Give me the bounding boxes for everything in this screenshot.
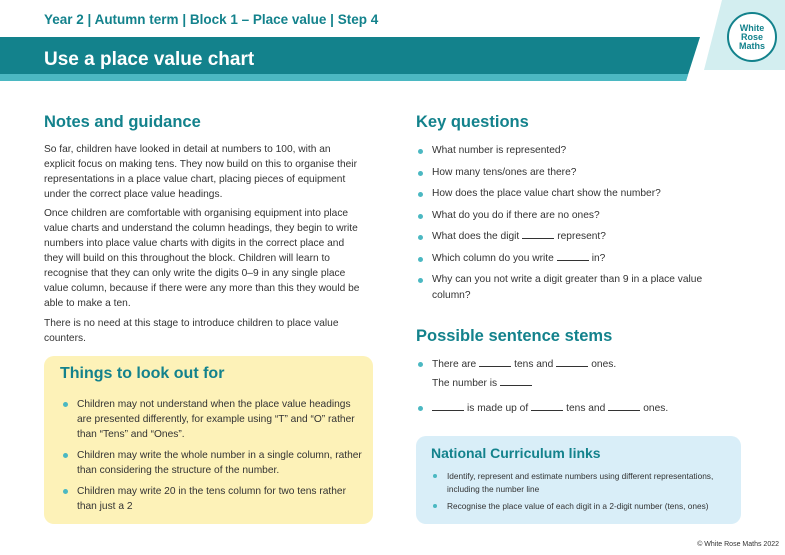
bullet-icon xyxy=(418,278,423,283)
list-item-text: Children may not understand when the place value headings are presented differently, for example using “T” and “O” rather than “Tens” and “Ones”. xyxy=(77,399,355,440)
key-questions-heading: Key questions xyxy=(416,113,529,131)
look-out-box xyxy=(44,356,373,524)
bullet-icon xyxy=(433,504,437,508)
stem-text: is made up of xyxy=(467,403,529,414)
answer-blank xyxy=(479,357,511,367)
logo-line-2: Rose xyxy=(740,31,763,42)
question-text: Which column do you write xyxy=(432,252,554,264)
curriculum-heading: National Curriculum links xyxy=(431,445,601,461)
answer-blank xyxy=(432,401,464,411)
bullet-icon xyxy=(63,402,68,407)
list-item xyxy=(416,251,736,267)
bullet-icon xyxy=(418,171,423,176)
question-text: What do you do if there are no ones? xyxy=(432,209,600,221)
notes-paragraph-2: Once children are comfortable with organising equipment into place value charts and understand the column headings, they begin to write numbers into place value charts with digits in the correct place and they will build on this throughout the block. Children will learn to recognise that they can only write the digits 0–9 in any single place value column, because if there were any more than this they would be able to make a ten. xyxy=(44,208,360,309)
bullet-icon xyxy=(63,489,68,494)
key-questions-list xyxy=(416,143,736,310)
stem-text: The number is xyxy=(432,378,498,389)
notes-paragraph-3: There is no need at this stage to introduce children to place value counters. xyxy=(44,318,339,344)
bullet-icon xyxy=(418,235,423,240)
answer-blank xyxy=(557,251,589,261)
sentence-stem-2 xyxy=(432,401,668,416)
list-item-text: Children may write 20 in the tens column for two tens rather than just a 2 xyxy=(77,486,346,512)
stem-text: tens and xyxy=(514,359,554,370)
look-out-heading: Things to look out for xyxy=(60,365,225,382)
stem-text: tens and xyxy=(566,403,606,414)
copyright: © White Rose Maths 2022 xyxy=(697,541,779,548)
question-text: How many tens/ones are there? xyxy=(432,166,577,178)
sentence-stem-1-line-2 xyxy=(432,376,535,391)
answer-blank xyxy=(556,357,588,367)
bullet-icon xyxy=(418,149,423,154)
answer-blank xyxy=(531,401,563,411)
list-item xyxy=(416,208,736,224)
answer-blank xyxy=(500,376,532,386)
notes-paragraph-1: So far, children have looked in detail at numbers to 100, with an explicit focus on making tens. They now build on this to organise their representations in a place value chart, placing pieces of equipment under the correct place value headings. xyxy=(44,144,357,200)
curriculum-box xyxy=(416,436,741,524)
stem-text: ones. xyxy=(643,403,669,414)
stem-text: There are xyxy=(432,359,477,370)
notes-heading: Notes and guidance xyxy=(44,113,201,131)
bullet-icon xyxy=(418,257,423,262)
stem-text: ones. xyxy=(591,359,617,370)
page-title: Use a place value chart xyxy=(44,49,255,70)
question-text: How does the place value chart show the number? xyxy=(432,188,661,199)
list-item xyxy=(60,484,365,514)
list-item-text: Identify, represent and estimate numbers using different representations, including the number line xyxy=(447,471,714,494)
question-text: in? xyxy=(591,252,606,264)
list-item-text: Children may write the whole number in a single column, rather than considering the structure of the number. xyxy=(77,450,362,476)
list-item xyxy=(416,229,736,245)
list-item xyxy=(431,470,736,496)
list-item xyxy=(416,272,736,304)
answer-blank xyxy=(608,401,640,411)
breadcrumb: Year 2 | Autumn term | Block 1 – Place value | Step 4 xyxy=(44,12,379,27)
curriculum-list xyxy=(431,470,736,517)
bullet-icon xyxy=(418,362,423,367)
question-text: represent? xyxy=(557,231,606,242)
bullet-icon xyxy=(418,192,423,197)
answer-blank xyxy=(522,229,554,239)
logo-line-1: White xyxy=(739,22,765,33)
white-rose-maths-logo xyxy=(727,12,777,62)
question-text: What number is represented? xyxy=(432,145,567,156)
bullet-icon xyxy=(63,453,68,458)
list-item xyxy=(416,143,736,159)
bullet-icon xyxy=(433,474,437,478)
question-text: Why can you not write a digit greater than 9 in a place value column? xyxy=(432,274,703,301)
list-item xyxy=(416,165,736,181)
bullet-icon xyxy=(418,406,423,411)
bullet-icon xyxy=(418,214,423,219)
list-item xyxy=(60,397,365,442)
list-item xyxy=(431,500,736,513)
list-item xyxy=(416,186,736,202)
list-item-text: Recognise the place value of each digit in a 2-digit number (tens, ones) xyxy=(447,501,709,511)
sentence-stem-1 xyxy=(432,357,616,372)
question-text: What does the digit xyxy=(432,231,520,242)
logo-line-3: Maths xyxy=(738,40,765,51)
look-out-list xyxy=(60,397,365,520)
list-item xyxy=(60,448,365,478)
sentence-stems-heading: Possible sentence stems xyxy=(416,327,613,345)
